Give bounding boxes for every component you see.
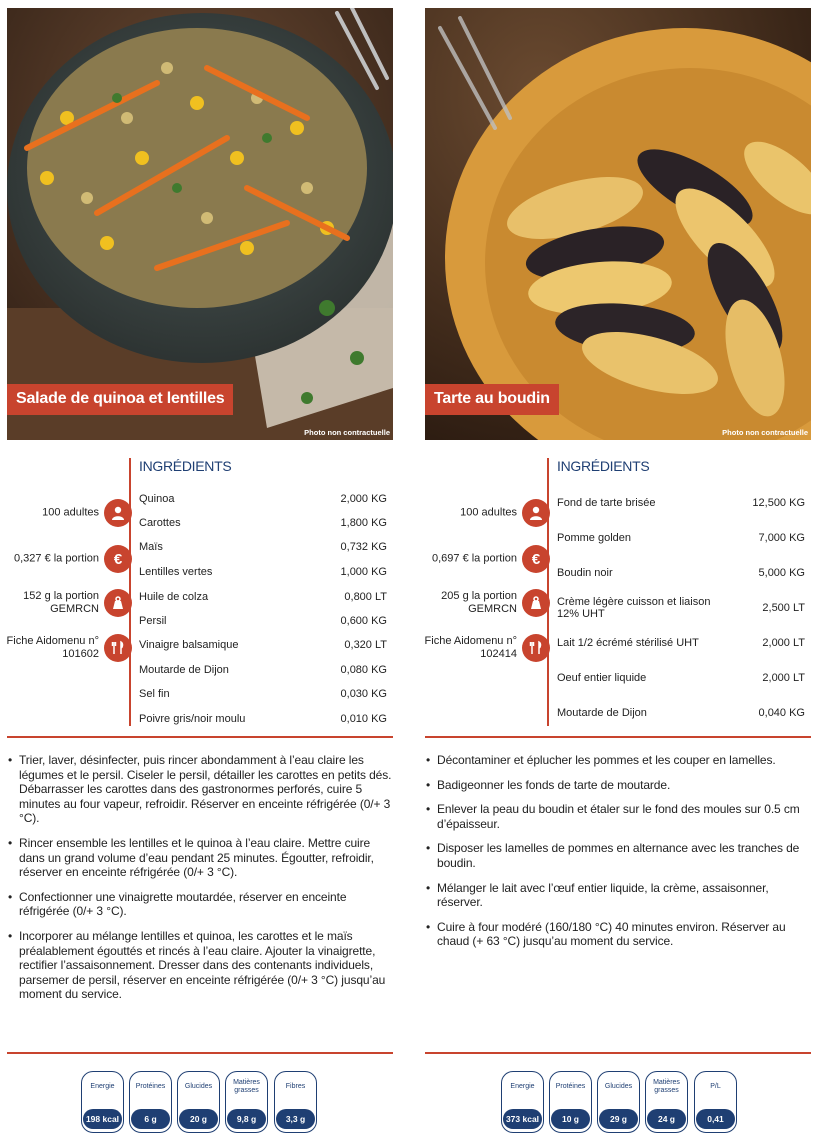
ingredient-qty: 0,600 KG <box>340 615 387 627</box>
servings-info <box>425 493 547 533</box>
nutrition-badges <box>81 1071 321 1133</box>
nutrition-badge <box>129 1071 172 1133</box>
nutrition-label: Matières grasses <box>233 1079 260 1094</box>
nutrition-value: 198 kcal <box>83 1109 122 1129</box>
nutrition-value: 9,8 g <box>227 1109 266 1129</box>
section-rule <box>7 736 393 738</box>
divider <box>547 458 549 726</box>
euro-icon: € <box>522 545 550 573</box>
nutrition-badge <box>81 1071 124 1133</box>
ingredient-name: Lentilles vertes <box>139 566 213 578</box>
nutrition-badge <box>645 1071 688 1133</box>
ingredient-qty: 0,010 KG <box>340 713 387 725</box>
ingredient-name: Crème légère cuisson et liaison 12% UHT <box>557 596 711 620</box>
person-icon <box>522 499 550 527</box>
nutrition-label: Protéines <box>555 1083 586 1090</box>
nutrition-label: Fibres <box>285 1083 306 1090</box>
price-info <box>425 539 547 579</box>
section-rule <box>425 1052 811 1054</box>
nutrition-label: Glucides <box>184 1083 213 1090</box>
nutrition-badge <box>274 1071 317 1133</box>
portion-info <box>425 583 547 623</box>
nutrition-badge <box>225 1071 268 1133</box>
ingredient-qty: 0,030 KG <box>340 688 387 700</box>
nutrition-badge <box>177 1071 220 1133</box>
nutrition-value: 3,3 g <box>276 1109 315 1129</box>
euro-icon: € <box>104 545 132 573</box>
ingredient-name: Huile de colza <box>139 591 209 603</box>
nutrition-badges <box>501 1071 741 1133</box>
ingredient-qty: 0,080 KG <box>340 664 387 676</box>
nutrition-label: P/L <box>710 1083 721 1090</box>
ingredient-name: Quinoa <box>139 493 175 505</box>
step-item: • Incorporer au mélange lentilles et quinoa, les carottes et le maïs préalablement égouttés et rincés à l’eau claire. Ajouter la vinaigrette, rectifier l’assaisonnement. Dresser dans des contenants individuels, parsemer de persil, réserver en enceinte réfrigérée (0/+ 3 °C) jusqu’au moment du service. <box>7 929 393 1002</box>
sheet-text: Fiche Aidomenu n° 102414 <box>424 635 517 660</box>
step-item: • Rincer ensemble les lentilles et le quinoa à l’eau claire. Mettre cuire dans un grand volume d’eau pendant 25 minutes. Égoutter, refroidir, réserver en enceinte réfrigérée (0/+ 3 °C). <box>7 836 393 880</box>
step-item: • Cuire à four modéré (160/180 °C) 40 minutes environ. Réserver au chaud (+ 63 °C) jusqu’au moment du service. <box>425 920 811 949</box>
recipe-card-quinoa <box>7 8 393 1133</box>
ingredient-name: Carottes <box>139 517 181 529</box>
portion-text: 205 g la portion GEMRCN <box>441 590 517 615</box>
preparation-steps <box>425 753 811 959</box>
person-icon <box>104 499 132 527</box>
step-item: • Trier, laver, désinfecter, puis rincer abondamment à l’eau claire les légumes et le persil. Ciseler le persil, détailler les carottes en petits dés. Débarrasser les carottes dans des gastronormes perforés, cuire 5 minutes au four vapeur, refroidir. Réserver en enceinte réfrigérée (0/+ 3 °C). <box>7 753 393 826</box>
nutrition-label: Energie <box>510 1083 535 1090</box>
ingredient-qty: 5,000 KG <box>758 567 805 579</box>
nutrition-value: 10 g <box>551 1109 590 1129</box>
servings-text: 100 adultes <box>460 506 517 519</box>
ingredient-name: Fond de tarte brisée <box>557 497 656 509</box>
nutrition-value: 20 g <box>179 1109 218 1129</box>
nutrition-badge <box>597 1071 640 1133</box>
nutrition-value: 29 g <box>599 1109 638 1129</box>
step-item: • Confectionner une vinaigrette moutardée, réserver en enceinte réfrigérée (0/+ 3 °C). <box>7 890 393 919</box>
portion-text: 152 g la portion GEMRCN <box>23 590 99 615</box>
step-item: • Décontaminer et éplucher les pommes et les couper en lamelles. <box>425 753 811 768</box>
ingredients-section <box>7 450 393 735</box>
weight-icon <box>522 589 550 617</box>
cutlery-icon <box>104 634 132 662</box>
recipe-photo <box>425 8 811 440</box>
boudin-tart-photo <box>425 8 811 440</box>
ingredient-qty: 0,040 KG <box>758 707 805 719</box>
section-rule <box>7 1052 393 1054</box>
ingredient-qty: 0,800 LT <box>344 591 387 603</box>
price-info <box>7 539 129 579</box>
step-item: • Badigeonner les fonds de tarte de moutarde. <box>425 778 811 793</box>
ingredient-name: Persil <box>139 615 167 627</box>
ingredient-qty: 2,000 LT <box>762 672 805 684</box>
nutrition-value: 6 g <box>131 1109 170 1129</box>
ingredient-name: Poivre gris/noir moulu <box>139 713 246 725</box>
preparation-steps <box>7 753 393 1012</box>
recipe-title: Salade de quinoa et lentilles <box>7 384 233 415</box>
sheet-text: Fiche Aidomenu n° 101602 <box>6 635 99 660</box>
nutrition-label: Glucides <box>604 1083 633 1090</box>
sheet-info <box>425 628 547 668</box>
nutrition-label: Matières grasses <box>653 1079 680 1094</box>
quinoa-salad-photo <box>7 8 393 440</box>
ingredient-name: Sel fin <box>139 688 170 700</box>
ingredient-qty: 2,000 KG <box>340 493 387 505</box>
ingredient-name: Lait 1/2 écrémé stérilisé UHT <box>557 637 699 649</box>
ingredient-name: Oeuf entier liquide <box>557 672 647 684</box>
nutrition-badge <box>549 1071 592 1133</box>
ingredient-qty: 2,500 LT <box>762 602 805 614</box>
ingredient-qty: 0,732 KG <box>340 541 387 553</box>
step-item: • Mélanger le lait avec l’œuf entier liquide, la crème, assaisonner, réserver. <box>425 881 811 910</box>
ingredient-qty: 0,320 LT <box>344 639 387 651</box>
nutrition-value: 0,41 <box>696 1109 735 1129</box>
ingredients-heading: INGRÉDIENTS <box>139 458 232 474</box>
sheet-info <box>7 628 129 668</box>
recipe-photo <box>7 8 393 440</box>
servings-text: 100 adultes <box>42 506 99 519</box>
recipe-card-tarte <box>425 8 811 1133</box>
step-item: • Disposer les lamelles de pommes en alternance avec les tranches de boudin. <box>425 841 811 870</box>
ingredient-qty: 12,500 KG <box>752 497 805 509</box>
ingredient-name: Maïs <box>139 541 163 553</box>
cutlery-icon <box>522 634 550 662</box>
price-text: 0,697 € la portion <box>431 552 517 565</box>
weight-icon <box>104 589 132 617</box>
recipe-title: Tarte au boudin <box>425 384 559 415</box>
ingredient-name: Boudin noir <box>557 567 613 579</box>
ingredients-heading: INGRÉDIENTS <box>557 458 650 474</box>
photo-disclaimer: Photo non contractuelle <box>304 428 390 437</box>
photo-disclaimer: Photo non contractuelle <box>722 428 808 437</box>
step-item: • Enlever la peau du boudin et étaler sur le fond des moules sur 0.5 cm d’épaisseur. <box>425 802 811 831</box>
nutrition-label: Energie <box>90 1083 115 1090</box>
section-rule <box>425 736 811 738</box>
nutrition-value: 24 g <box>647 1109 686 1129</box>
portion-info <box>7 583 129 623</box>
ingredient-name: Moutarde de Dijon <box>139 664 229 676</box>
nutrition-label: Protéines <box>135 1083 166 1090</box>
ingredient-qty: 1,800 KG <box>340 517 387 529</box>
ingredient-name: Moutarde de Dijon <box>557 707 647 719</box>
ingredient-name: Pomme golden <box>557 532 631 544</box>
nutrition-badge <box>694 1071 737 1133</box>
servings-info <box>7 493 129 533</box>
ingredient-qty: 7,000 KG <box>758 532 805 544</box>
ingredient-qty: 1,000 KG <box>340 566 387 578</box>
price-text: 0,327 € la portion <box>13 552 99 565</box>
ingredients-section <box>425 450 811 735</box>
nutrition-value: 373 kcal <box>503 1109 542 1129</box>
ingredient-qty: 2,000 LT <box>762 637 805 649</box>
divider <box>129 458 131 726</box>
ingredient-name: Vinaigre balsamique <box>139 639 239 651</box>
nutrition-badge <box>501 1071 544 1133</box>
